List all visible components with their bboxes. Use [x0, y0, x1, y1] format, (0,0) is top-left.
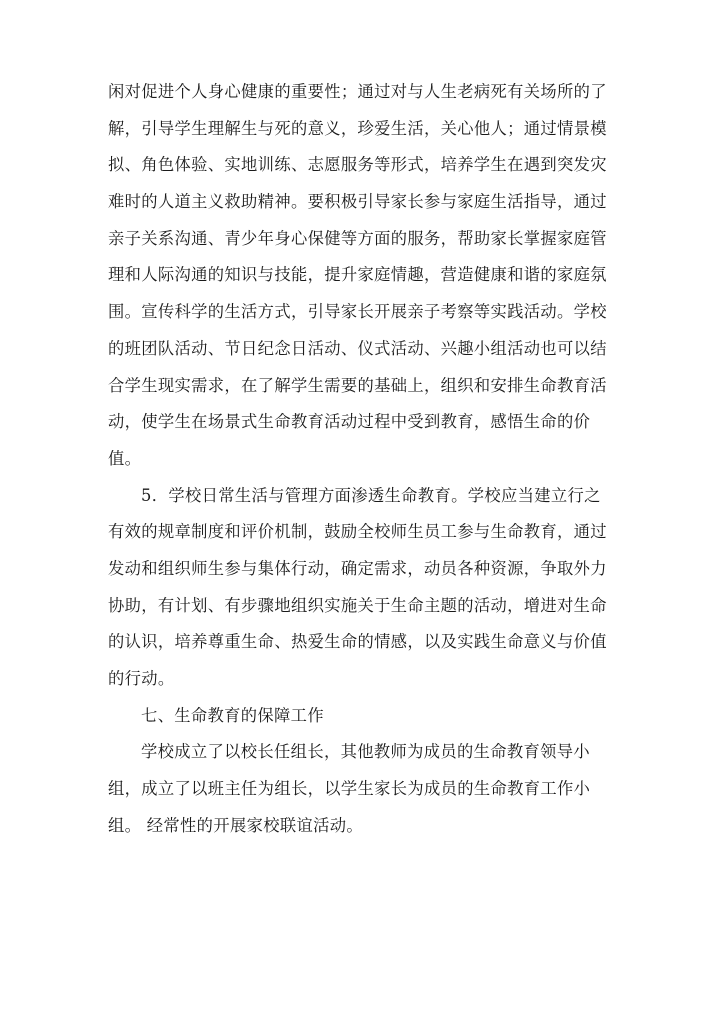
- paragraph-guarantee: [108, 734, 615, 844]
- text-line: 的班团队活动、节日纪念日活动、仪式活动、兴趣小组活动也可以结: [108, 338, 607, 358]
- text-line: 闲对促进个人身心健康的重要性；通过对与人生老病死有关场所的了: [108, 82, 607, 101]
- text-line: 发动和组织师生参与集体行动，确定需求，动员各种资源，争取外力: [108, 558, 607, 578]
- text-line: 组，成立了以班主任为组长，以学生家长为成员的生命教育工作小: [108, 779, 591, 799]
- text-line: 难时的人道主义救助精神。要积极引导家长参与家庭生活指导，通过: [108, 192, 607, 212]
- text-line: 值。: [108, 448, 142, 468]
- text-line: 的行动。: [108, 669, 175, 688]
- text-line: 理和人际沟通的知识与技能，提升家庭情趣，营造健康和谐的家庭氛: [108, 265, 607, 285]
- text-line: 5．学校日常生活与管理方面渗透生命教育。学校应当建立行之: [141, 485, 601, 505]
- document-body: [108, 74, 615, 844]
- text-line: 合学生现实需求，在了解学生需要的基础上，组织和安排生命教育活: [108, 375, 607, 395]
- text-line: 动，使学生在场景式生命教育活动过程中受到教育，感悟生命的价: [108, 412, 591, 432]
- section-heading: 七、生命教育的保障工作: [141, 705, 324, 725]
- paragraph-school-management: [108, 478, 615, 698]
- text-line: 协助，有计划、有步骤地组织实施关于生命主题的活动，增进对生命: [108, 595, 607, 615]
- text-line: 的认识，培养尊重生命、热爱生命的情感，以及实践生命意义与价值: [108, 632, 607, 652]
- text-line: 拟、角色体验、实地训练、志愿服务等形式，培养学生在遇到突发灾: [108, 155, 607, 175]
- text-line: 有效的规章制度和评价机制，鼓励全校师生员工参与生命教育，通过: [108, 522, 607, 542]
- text-line: 组。 经常性的开展家校联谊活动。: [108, 815, 363, 835]
- paragraph-activities: [108, 74, 615, 478]
- text-line: 围。宣传科学的生活方式，引导家长开展亲子考察等实践活动。学校: [108, 302, 607, 322]
- text-line: 亲子关系沟通、青少年身心保健等方面的服务，帮助家长掌握家庭管: [108, 228, 607, 248]
- text-line: 学校成立了以校长任组长，其他教师为成员的生命教育领导小: [141, 742, 591, 762]
- text-line: 解，引导学生理解生与死的意义，珍爱生活，关心他人；通过情景模: [108, 118, 607, 138]
